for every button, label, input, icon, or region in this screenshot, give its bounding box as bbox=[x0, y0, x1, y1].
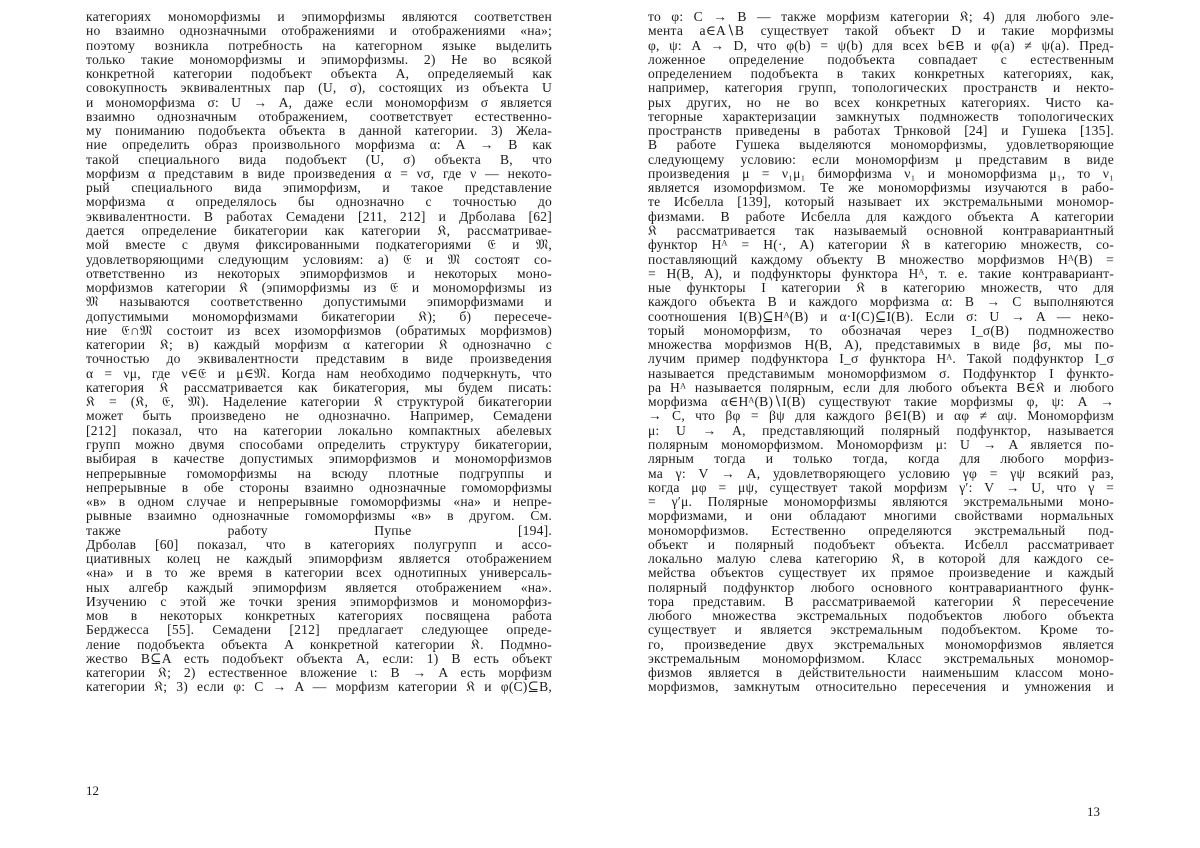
text-line: когда μφ = μψ, существует такой морфизм γ′: V → U, что γ = bbox=[648, 479, 1114, 495]
text-line: рый специального вида эпиморфизм, и такое представление bbox=[86, 180, 552, 196]
text-line: морфизма α определялось бы однозначно с точностью до bbox=[86, 194, 552, 210]
text-line: ложенное определение подобъекта совпадает с естественным bbox=[648, 51, 1114, 67]
text-line: только такие мономорфизмы и эпиморфизмы. 2) Не во всякой bbox=[86, 51, 552, 67]
text-line: множества морфизмов H(B, A), представимых в виде βσ, мы по- bbox=[648, 337, 1114, 353]
text-line: определением подобъекта в таких конкретных категориях, как, bbox=[648, 66, 1114, 82]
text-line: категории 𝔎; 3) если φ: C → A — морфизм категории 𝔎 и φ(C)⊆B, bbox=[86, 679, 552, 695]
text-line: го, произведение двух экстремальных мономорфизмов является bbox=[648, 636, 1114, 652]
text-line: мов в некоторых конкретных категориях посвящена работа bbox=[86, 608, 552, 624]
text-line: φ, ψ: A → D, что φ(b) = ψ(b) для всех b∈B и φ(a) ≠ ψ(a). Пред- bbox=[648, 37, 1114, 53]
left-page-number: 12 bbox=[86, 783, 99, 798]
text-line: соотношения I(B)⊆Hᴬ(B) и α·I(C)⊆I(B). Если σ: U → A — неко- bbox=[648, 308, 1114, 324]
text-line: жество B⊆A есть подобъект объекта A, если: 1) B есть объект bbox=[86, 650, 552, 666]
text-line: является изоморфизмом. Те же мономорфизмы изучаются в рабо- bbox=[648, 180, 1114, 196]
text-line: = γ′μ. Полярные мономорфизмы являются экстремальными моно- bbox=[648, 494, 1114, 510]
text-line: [212] показал, что на категории локально компактных абелевых bbox=[86, 422, 552, 438]
text-line: Изучению с этой же точки зрения эпиморфизмов и мономорфиз- bbox=[86, 593, 552, 609]
text-line: любого множества экстремальных подобъектов любого объекта bbox=[648, 608, 1114, 624]
text-line: лярным тогда и только тогда, когда для любого морфиз- bbox=[648, 451, 1114, 467]
left-page-body-text bbox=[86, 10, 552, 695]
text-line: ные функторы I категории 𝔎 в категорию множеств, что для bbox=[648, 280, 1114, 296]
right-page-body-text bbox=[648, 10, 1114, 695]
text-line: следующему условию: если мономорфизм μ представим в виде bbox=[648, 151, 1114, 167]
text-line: полярным мономорфизмом. Мономорфизм μ: U → A является по- bbox=[648, 436, 1114, 452]
text-line: ответственно из некоторых эпиморфизмов и некоторых моно- bbox=[86, 265, 552, 281]
text-line: конкретной категории подобъект объекта A, определяемый как bbox=[86, 66, 552, 82]
text-line: морфизм α представим в виде произведения α = νσ, где ν — некото- bbox=[86, 165, 552, 181]
text-line: μ: U → A, представляющий полярный подфунктор, называется bbox=[648, 422, 1114, 438]
text-line: каждого объекта B и каждого морфизма α: B → C выполняются bbox=[648, 294, 1114, 310]
right-page-number: 13 bbox=[1087, 804, 1100, 819]
text-line: но взаимно однозначными отображениями и отображениями «на»; bbox=[86, 23, 552, 39]
text-line: взаимно однозначным отображением, соответствует естественно- bbox=[86, 108, 552, 124]
text-line: точностью до эквивалентности представим в виде произведения bbox=[86, 351, 552, 367]
text-line: пространств приведены в работах Трнковой [24] и Гушека [135]. bbox=[648, 123, 1114, 139]
text-line: например, категория групп, топологических пространств и некто- bbox=[648, 80, 1114, 96]
text-line: произведения μ = ν₁μ₁ биморфизма ν₁ и мономорфизма μ₁, то ν₁ bbox=[648, 165, 1114, 181]
text-line: Дрболав [60] показал, что в категориях полугрупп и ассо- bbox=[86, 536, 552, 552]
text-line: «на» и в то же время в категории всех однотипных универсаль- bbox=[86, 565, 552, 581]
text-line: морфизмами, и они обладают многими свойствами нормальных bbox=[648, 508, 1114, 524]
text-line: категории 𝔎; в) каждый морфизм α категории 𝔎 однозначно с bbox=[86, 337, 552, 353]
text-line: рывные взаимно однозначные гомоморфизмы «в» в другом. См. bbox=[86, 508, 552, 524]
text-line: может быть произведено не однозначно. Например, Семадени bbox=[86, 408, 552, 424]
text-line: тора представим. В рассматриваемой категории 𝔎 пересечение bbox=[648, 593, 1114, 609]
text-line: поставляющий каждому объекту B множество морфизмов Hᴬ(B) = bbox=[648, 251, 1114, 267]
text-line: 𝔐 называются соответственно допустимыми эпиморфизмами и bbox=[86, 294, 552, 310]
text-line: ние определить образ произвольного морфизма α: A → B как bbox=[86, 137, 552, 153]
text-line: функтор Hᴬ = H(·, A) категории 𝔎 в категорию множеств, со- bbox=[648, 237, 1114, 253]
text-line: удовлетворяющими следующим условиям: а) 𝔈 и 𝔐 состоят со- bbox=[86, 251, 552, 267]
text-line: α = νμ, где ν∈𝔈 и μ∈𝔐. Когда нам необходимо подчеркнуть, что bbox=[86, 365, 552, 381]
text-line: групп можно двумя способами определить структуру бикатегории, bbox=[86, 436, 552, 452]
text-line: полярный подфунктор любого основного контравариантного функ- bbox=[648, 579, 1114, 595]
text-line: дается определение бикатегории как категории 𝔎, рассматривае- bbox=[86, 222, 552, 238]
text-line: такой специального вида подобъект (U, σ) объекта B, что bbox=[86, 151, 552, 167]
text-line: 𝔎 = (𝔎, 𝔈, 𝔐). Наделение категории 𝔎 структурой бикатегории bbox=[86, 394, 552, 410]
text-line: морфизмов категории 𝔎 (эпиморфизмы из 𝔈 и мономорфизмы из bbox=[86, 280, 552, 296]
text-line: существует и является экстремальным подобъектом. Кроме то- bbox=[648, 622, 1114, 638]
text-line: и мономорфизма σ: U → A, даже если мономорфизм σ является bbox=[86, 94, 552, 110]
text-line: лучим пример подфунктора I_σ функтора Hᴬ. Такой подфунктор I_σ bbox=[648, 351, 1114, 367]
text-line: 𝔎 рассматривается так называемый основной контравариантный bbox=[648, 222, 1114, 238]
text-line: му пониманию подобъекта объекта в данной категории. 3) Жела- bbox=[86, 123, 552, 139]
text-line: морфизмов, замкнутым относительно пересечения и умножения и bbox=[648, 679, 1114, 695]
text-line: ние 𝔈∩𝔐 состоит из всех изоморфизмов (обратимых морфизмов) bbox=[86, 322, 552, 338]
text-line: мой вместе с двумя фиксированными подкатегориями 𝔈 и 𝔐, bbox=[86, 237, 552, 253]
text-line: ление подобъекта объекта A конкретной категории 𝔎. Подмно- bbox=[86, 636, 552, 652]
text-line: мономорфизмов. Естественно определяются экстремальный под- bbox=[648, 522, 1114, 538]
text-line: мейства объектов существует их прямое произведение и каждый bbox=[648, 565, 1114, 581]
text-line: тегорные характеризации замкнутых подмножеств топологических bbox=[648, 108, 1114, 124]
text-line: также работу Пупье [194]. bbox=[86, 522, 552, 538]
text-line: непрерывные гомоморфизмы на всюду плотные подгруппы и bbox=[86, 465, 552, 481]
text-line: мента a∈A∖B существует такой объект D и такие морфизмы bbox=[648, 23, 1114, 39]
text-line: выбирая в качестве допустимых эпиморфизмов и мономорфизмов bbox=[86, 451, 552, 467]
text-line: называется представимым мономорфизмом σ. Подфунктор I функто- bbox=[648, 365, 1114, 381]
text-line: эквивалентности. В работах Семадени [211, 212] и Дрболава [62] bbox=[86, 208, 552, 224]
text-line: В работе Гушека выделяются мономорфизмы, удовлетворяющие bbox=[648, 137, 1114, 153]
text-line: поэтому возникла потребность на категорном языке выделить bbox=[86, 37, 552, 53]
text-line: локально малую слева категорию 𝔎, в которой для каждого се- bbox=[648, 551, 1114, 567]
text-line: ных алгебр каждый эпиморфизм является отображением «на». bbox=[86, 579, 552, 595]
text-line: ма γ: V → A, удовлетворяющего условию γφ = γψ всякий раз, bbox=[648, 465, 1114, 481]
text-line: морфизма α∈Hᴬ(B)∖I(B) существуют такие морфизмы φ, ψ: A → bbox=[648, 394, 1114, 410]
text-line: торый мономорфизм, то обозначая через I_σ(B) подмножество bbox=[648, 322, 1114, 338]
left-page bbox=[86, 10, 552, 695]
text-line: совокупность эквивалентных пар (U, σ), состоящих из объекта U bbox=[86, 80, 552, 96]
text-line: = H(B, A), и подфункторы функтора Hᴬ, т. е. такие контравариант- bbox=[648, 265, 1114, 281]
text-line: то φ: C → B — также морфизм категории 𝔎; 4) для любого эле- bbox=[648, 9, 1114, 24]
text-line: рых других, но не во всех конкретных категориях. Чисто ка- bbox=[648, 94, 1114, 110]
right-page bbox=[648, 10, 1114, 695]
text-line: объект и полярный подобъект объекта. Исбелл рассматривает bbox=[648, 536, 1114, 552]
text-line: категории 𝔎; 2) естественное вложение ι: B → A есть морфизм bbox=[86, 665, 552, 681]
text-line: Берджесса [55]. Семадени [212] предлагает следующее опреде- bbox=[86, 622, 552, 638]
text-line: «в» в одном случае и непрерывные гомоморфизмы «на» и непре- bbox=[86, 494, 552, 510]
text-line: → C, что βφ = βψ для каждого β∈I(B) и αφ ≠ αψ. Мономорфизм bbox=[648, 408, 1114, 424]
text-line: циативных колец не каждый эпиморфизм является отображением bbox=[86, 551, 552, 567]
text-line: физмов является в действительности наименьшим классом моно- bbox=[648, 665, 1114, 681]
text-line: категория 𝔎 рассматривается как бикатегория, мы будем писать: bbox=[86, 379, 552, 395]
text-line: те Исбелла [139], который называет их экстремальными мономор- bbox=[648, 194, 1114, 210]
text-line: физмами. В работе Исбелла для каждого объекта A категории bbox=[648, 208, 1114, 224]
text-line: непрерывные в обе стороны взаимно однозначные гомоморфизмы bbox=[86, 479, 552, 495]
text-line: категориях мономорфизмы и эпиморфизмы являются соответствен bbox=[86, 9, 552, 24]
text-line: допустимыми мономорфизмами бикатегории 𝔎); б) пересече- bbox=[86, 308, 552, 324]
text-line: экстремальным мономорфизмом. Класс экстремальных мономор- bbox=[648, 650, 1114, 666]
text-line: ра Hᴬ называется полярным, если для любого объекта B∈𝔎 и любого bbox=[648, 379, 1114, 395]
